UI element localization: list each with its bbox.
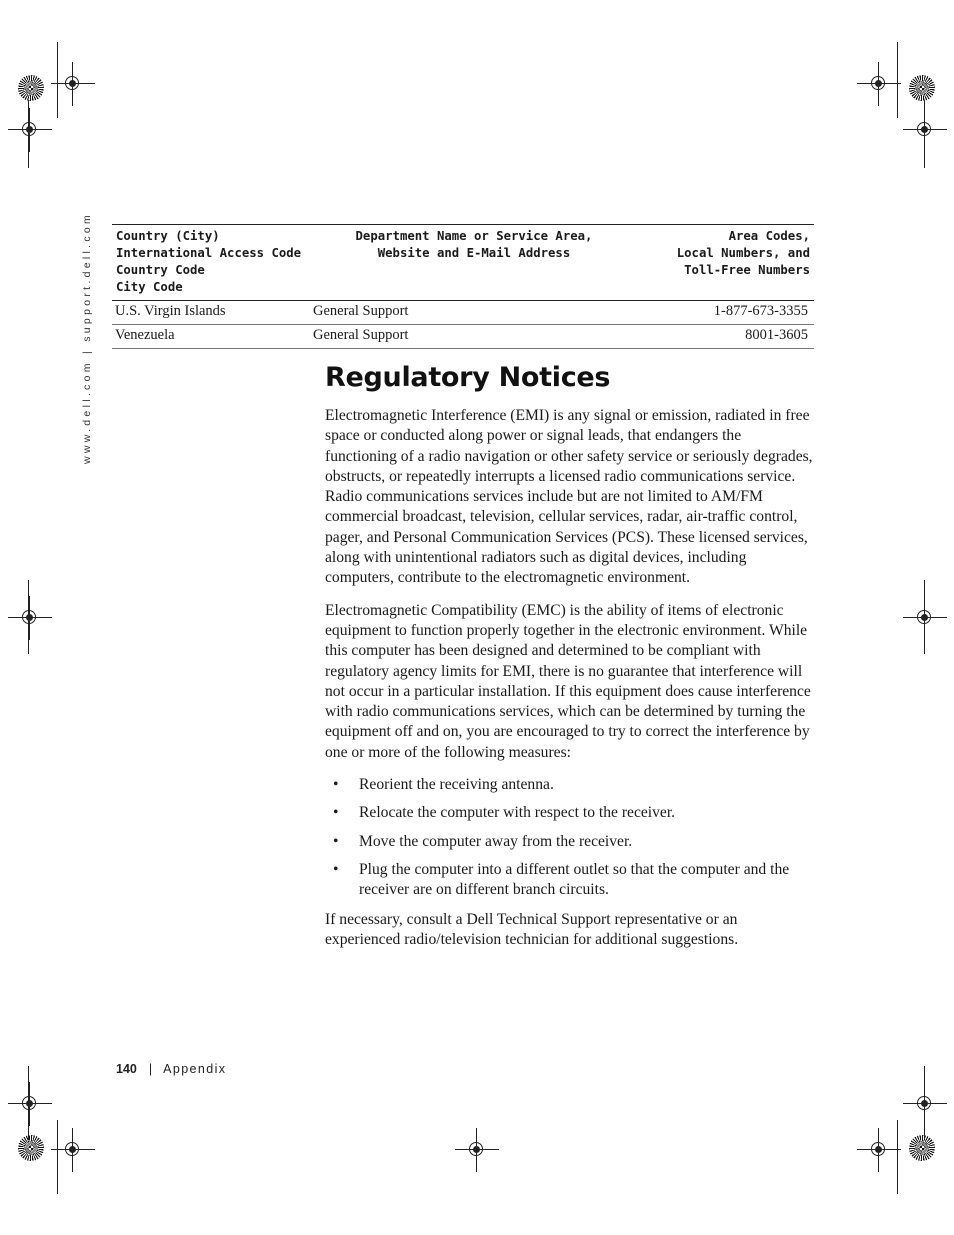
page-number: 140 bbox=[116, 1062, 137, 1076]
section-body bbox=[325, 406, 815, 962]
list-item: • Relocate the computer with respect to the receiver. bbox=[325, 803, 815, 823]
column-header-country: Country (City) International Access Code Country Code City Code bbox=[112, 225, 310, 301]
crosshair-icon bbox=[8, 108, 52, 152]
contact-table bbox=[112, 224, 814, 349]
section-title: Regulatory Notices bbox=[325, 362, 611, 393]
registration-star-icon bbox=[909, 75, 935, 101]
crosshair-icon bbox=[857, 1128, 901, 1172]
crop-mark bbox=[897, 42, 898, 118]
number-cell: 8001-3605 bbox=[638, 325, 814, 349]
crosshair-icon bbox=[903, 108, 947, 152]
table-row bbox=[112, 325, 814, 349]
crosshair-icon bbox=[8, 596, 52, 640]
emc-paragraph: Electromagnetic Compatibility (EMC) is the ability of items of electronic equipment to function properly together in the electronic environment. While this computer has been designed and determined to be compliant with regulatory agency limits for EMI, there is no guarantee that interference will not occur in a particular installation. If this equipment does cause interference with radio communications services, which can be determined by turning the equipment off and on, you are encouraged to try to correct the interference by one or more of the following measures: bbox=[325, 601, 811, 761]
department-cell: General Support bbox=[310, 325, 638, 349]
country-cell: U.S. Virgin Islands bbox=[112, 301, 310, 325]
crop-mark bbox=[924, 580, 925, 654]
country-cell: Venezuela bbox=[112, 325, 310, 349]
department-cell: General Support bbox=[310, 301, 638, 325]
side-url: www.dell.com | support.dell.com bbox=[81, 211, 93, 464]
crop-mark bbox=[897, 1120, 898, 1194]
crosshair-icon bbox=[8, 1082, 52, 1126]
crop-mark bbox=[28, 100, 29, 168]
emi-paragraph: Electromagnetic Interference (EMI) is any signal or emission, radiated in free space or conducted along power or signal leads, that endangers the functioning of a radio navigation or other safety service or seriously degrades, obstructs, or repeatedly interrupts a licensed radio communications service. Radio communications services include but are not limited to AM/FM commercial broadcast, television, cellular services, radar, air-traffic control, pager, and Personal Communication Services (PCS). These licensed services, along with unintentional radiators such as digital devices, including computers, contribute to the electromagnetic environment. bbox=[325, 407, 813, 587]
page-footer bbox=[116, 1062, 226, 1076]
crop-mark bbox=[57, 1120, 58, 1194]
footer-separator: | bbox=[148, 1062, 153, 1076]
column-header-department: Department Name or Service Area, Website and E-Mail Address bbox=[310, 225, 638, 301]
table-header-row bbox=[112, 225, 814, 301]
crop-mark bbox=[28, 580, 29, 654]
registration-star-icon bbox=[18, 1135, 44, 1161]
footer-section-name: Appendix bbox=[163, 1062, 227, 1076]
crop-mark bbox=[28, 1066, 29, 1140]
crop-mark bbox=[924, 1066, 925, 1140]
list-item: • Move the computer away from the receiver. bbox=[325, 832, 815, 852]
registration-star-icon bbox=[18, 75, 44, 101]
crosshair-icon bbox=[903, 1082, 947, 1126]
number-cell: 1-877-673-3355 bbox=[638, 301, 814, 325]
crop-mark bbox=[57, 42, 58, 118]
measures-list bbox=[325, 775, 815, 900]
crosshair-icon bbox=[455, 1128, 499, 1172]
column-header-numbers: Area Codes, Local Numbers, and Toll-Free Numbers bbox=[638, 225, 814, 301]
table-row bbox=[112, 301, 814, 325]
registration-star-icon bbox=[909, 1135, 935, 1161]
crop-mark bbox=[924, 100, 925, 168]
crosshair-icon bbox=[857, 62, 901, 106]
list-item: • Plug the computer into a different outlet so that the computer and the receiver are on different branch circuits. bbox=[325, 860, 815, 901]
closing-paragraph: If necessary, consult a Dell Technical Support representative or an experienced radio/television technician for additional suggestions. bbox=[325, 910, 739, 948]
crosshair-icon bbox=[903, 596, 947, 640]
list-item: • Reorient the receiving antenna. bbox=[325, 775, 815, 795]
